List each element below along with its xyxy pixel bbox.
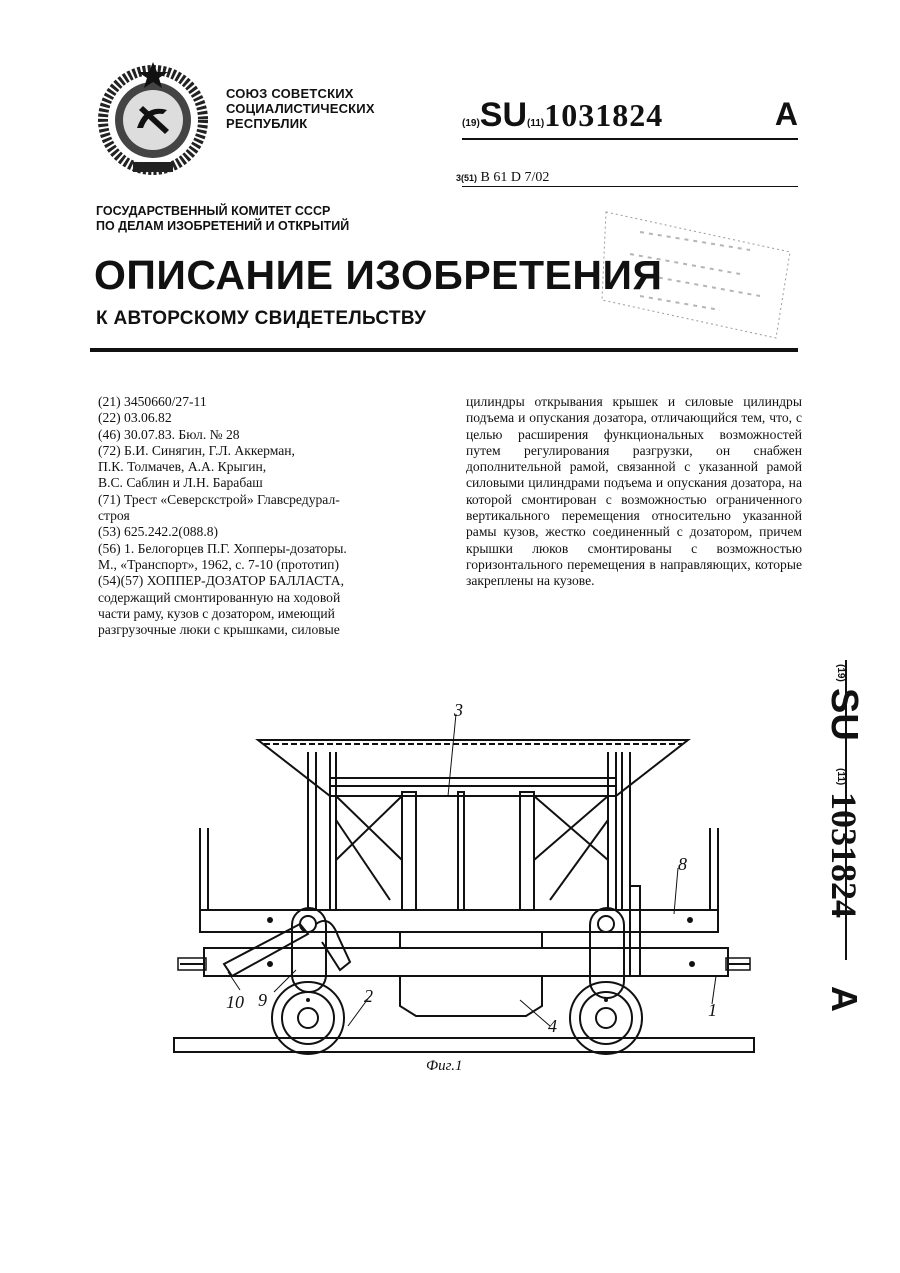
bibliographic-data: [98, 394, 434, 638]
side-code-19: (19): [835, 664, 846, 682]
claim-text: цилиндры открывания крышек и силовые цилиндры подъема и опускания дозатора, отличающийся тем, что, с целью расширения функциональных возможностей путем регулирования разгрузки, он снабжен дополнительной рамой, связанной с указанной рамой силовыми цилиндрами подъема и опускания дозатора, на которой смонтирован с возможностью ограниченного вертикального перемещения относительно указанной рамы кузов, жестко соединенный с дозатором, причем крышки люков смонтированы с возможностью горизонтального перемещения в направляющих, которые закреплены на кузове.: [466, 394, 802, 589]
document-title: ОПИСАНИЕ ИЗОБРЕТЕНИЯ: [94, 252, 663, 298]
biblio-line: содержащий смонтированную на ходовой: [98, 589, 341, 605]
side-country-code: SU: [823, 688, 865, 741]
ipc-classification: [456, 170, 549, 186]
union-line: СОЮЗ СОВЕТСКИХ: [226, 86, 354, 101]
label-3: 3: [454, 700, 463, 720]
label-4: 4: [548, 1016, 557, 1036]
biblio-line: (22) 03.06.82: [98, 410, 172, 426]
biblio-line: М., «Транспорт», 1962, с. 7-10 (прототип): [98, 556, 339, 572]
figure-drawing: [180, 700, 760, 1070]
biblio-line: разгрузочные люки с крышками, силовые: [98, 622, 340, 638]
country-code: SU: [479, 96, 528, 134]
title-rule: [90, 348, 798, 352]
ipc-code: 3(51): [456, 173, 478, 183]
biblio-line: (72) Б.И. Синягин, Г.Л. Аккерман,: [98, 442, 295, 458]
biblio-line: В.С. Саблин и Л.Н. Барабаш: [98, 475, 263, 491]
ipc-value: B 61 D 7/02: [480, 170, 550, 185]
document-kind: A: [774, 96, 798, 132]
side-document-kind: A: [824, 986, 865, 1012]
publication-number: [462, 96, 798, 136]
union-name: [226, 86, 375, 131]
header-divider: [462, 138, 798, 140]
side-code-11: (11): [835, 768, 846, 786]
biblio-line: строя: [98, 508, 130, 524]
biblio-line: (21) 3450660/27-11: [98, 394, 207, 409]
ipc-divider: [462, 186, 798, 187]
document-subtitle: К АВТОРСКОМУ СВИДЕТЕЛЬСТВУ: [96, 308, 427, 329]
biblio-line: (71) Трест «Северскстрой» Главсредурал-: [98, 491, 340, 507]
biblio-line: (56) 1. Белогорцев П.Г. Хопперы-дозаторы.: [98, 540, 347, 556]
committee-line: ПО ДЕЛАМ ИЗОБРЕТЕНИЙ И ОТКРЫТИЙ: [96, 219, 350, 233]
label-2: 2: [364, 986, 373, 1006]
committee-line: ГОСУДАРСТВЕННЫЙ КОМИТЕТ СССР: [96, 204, 331, 218]
union-line: РЕСПУБЛИК: [226, 116, 308, 131]
figure-caption: Фиг.1: [426, 1058, 463, 1074]
biblio-line: (46) 30.07.83. Бюл. № 28: [98, 426, 240, 442]
code-19: (19): [462, 118, 480, 129]
side-publication-number: [810, 660, 865, 1020]
label-8: 8: [678, 854, 687, 874]
biblio-line: (53) 625.242.2(088.8): [98, 524, 219, 540]
biblio-line: (54)(57) ХОППЕР-ДОЗАТОР БАЛЛАСТА,: [98, 573, 345, 589]
code-11: (11): [527, 118, 545, 129]
label-10: 10: [226, 992, 244, 1012]
state-emblem-icon: [93, 58, 213, 178]
committee-name: [96, 204, 349, 234]
label-9: 9: [258, 990, 267, 1010]
biblio-line: П.К. Толмачев, А.А. Крыгин,: [98, 459, 267, 475]
biblio-line: части раму, кузов с дозатором, имеющий: [98, 605, 335, 621]
label-1: 1: [708, 1000, 717, 1020]
union-line: СОЦИАЛИСТИЧЕСКИХ: [226, 101, 375, 116]
side-patent-number: 1031824: [824, 792, 864, 918]
patent-number: 1031824: [544, 97, 664, 133]
